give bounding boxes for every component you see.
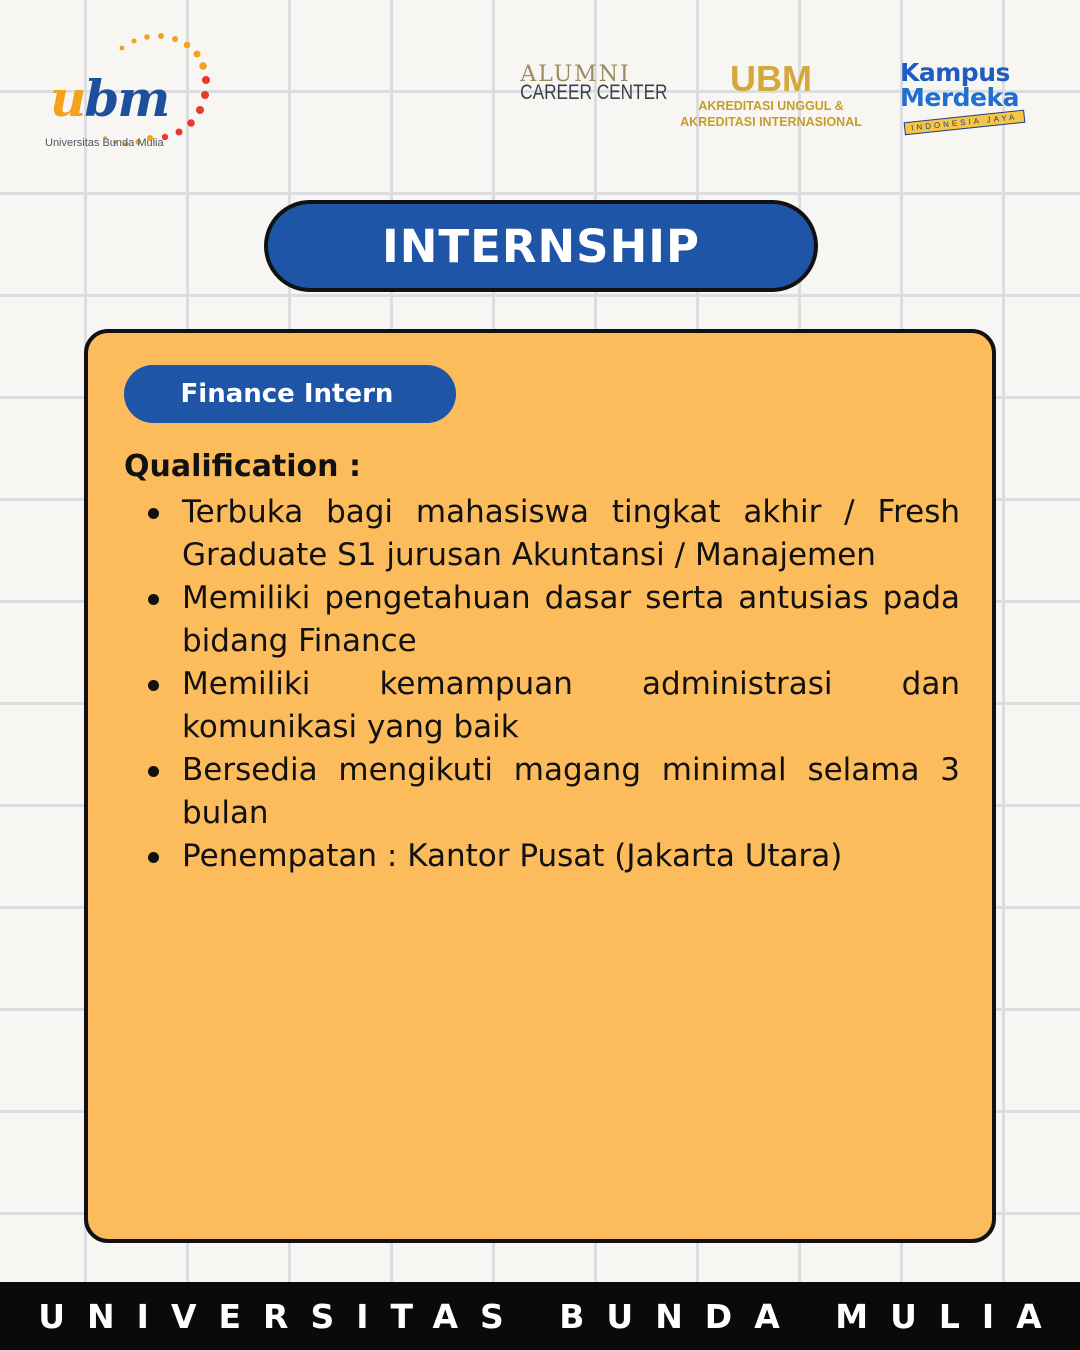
- kampus-merdeka-line1: Kampus: [900, 58, 1010, 87]
- qualification-text: Bersedia mengikuti magang minimal selama 3 bulan: [182, 752, 960, 831]
- title-banner: [264, 200, 818, 292]
- bullet-icon: [148, 508, 159, 519]
- akreditasi-logo-line1: AKREDITASI UNGGUL &: [698, 99, 844, 113]
- alumni-logo-bottom: CAREER CENTER: [520, 81, 668, 104]
- qualification-item: [182, 491, 960, 577]
- bullet-icon: [148, 852, 159, 863]
- qualification-text: Memiliki pengetahuan dasar serta antusias pada bidang Finance: [182, 580, 960, 659]
- footer-bar: [0, 1282, 1080, 1350]
- alumni-career-center-logo: [508, 62, 668, 105]
- qualification-item: [182, 749, 960, 835]
- qualification-item: [182, 835, 960, 878]
- kampus-merdeka-line2: Merdeka: [900, 83, 1020, 112]
- bullet-icon: [148, 594, 159, 605]
- bullet-icon: [148, 766, 159, 777]
- qualification-text: Penempatan : Kantor Pusat (Jakarta Utara): [182, 838, 843, 874]
- qualification-heading: Qualification :: [124, 449, 361, 484]
- qualification-item: [182, 577, 960, 663]
- alumni-logo-top: ALUMNI: [520, 62, 631, 87]
- footer-text: UNIVERSITAS BUNDA MULIA: [38, 1296, 1064, 1336]
- akreditasi-logo-line2: AKREDITASI INTERNASIONAL: [680, 115, 862, 129]
- page-title: INTERNSHIP: [382, 219, 700, 273]
- bullet-icon: [148, 680, 159, 691]
- qualification-text: Terbuka bagi mahasiswa tingkat akhir / Fresh Graduate S1 jurusan Akuntansi / Manajemen: [182, 494, 960, 573]
- ubm-wordmark: ubm: [50, 69, 169, 128]
- akreditasi-logo: [662, 60, 880, 130]
- qualification-item: [182, 663, 960, 749]
- ubm-wordmark-u: u: [50, 69, 85, 128]
- qualification-text: Memiliki kemampuan administrasi dan komunikasi yang baik: [182, 666, 960, 745]
- kampus-merdeka-logo: [900, 58, 1040, 133]
- kampus-merdeka-ribbon: INDONESIA JAYA: [904, 110, 1025, 136]
- akreditasi-logo-title: UBM: [730, 58, 812, 99]
- qualification-list: [182, 491, 960, 878]
- role-title: Finance Intern: [180, 379, 394, 409]
- ubm-logo: [40, 30, 220, 155]
- ubm-logo-subtitle: Universitas Bunda Mulia: [45, 137, 164, 149]
- role-badge: [124, 365, 456, 423]
- job-card: [84, 329, 996, 1243]
